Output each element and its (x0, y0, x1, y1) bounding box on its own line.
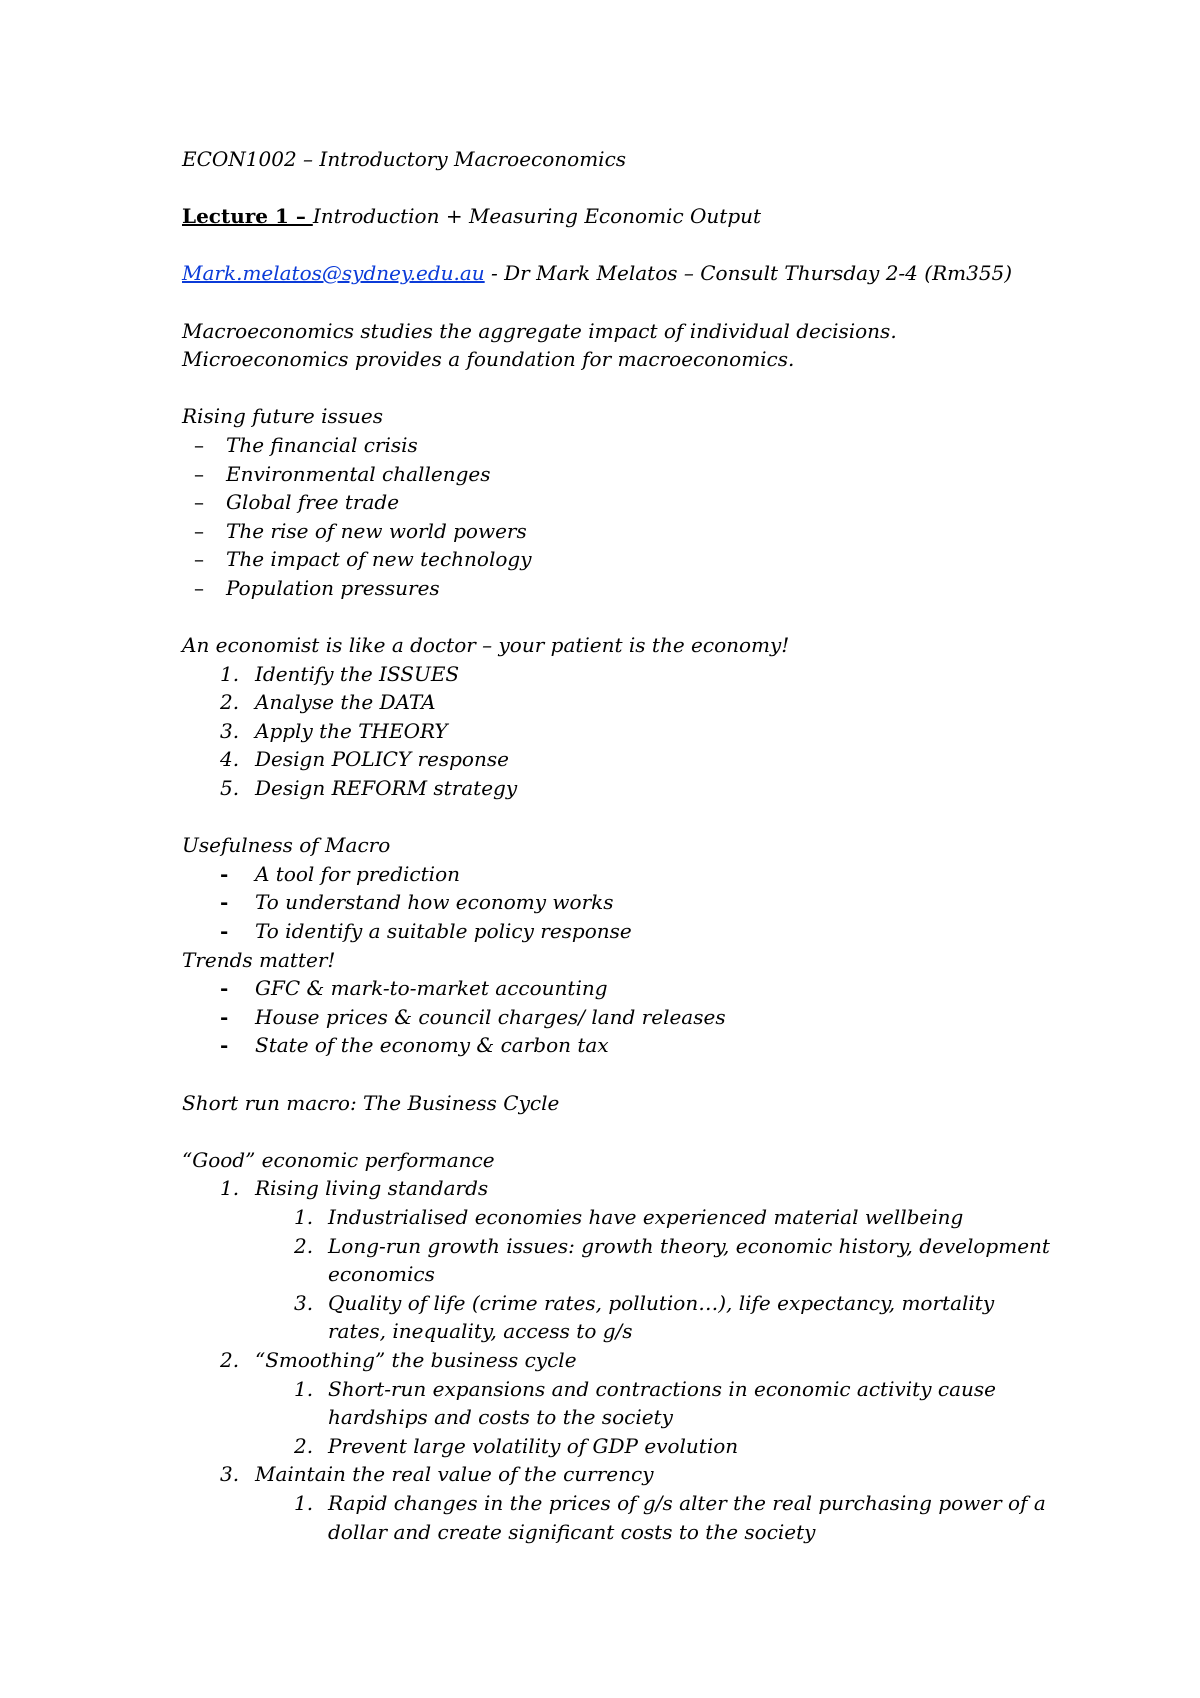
item-text: “Smoothing” the business cycle (255, 1347, 577, 1372)
item-text: Quality of life (crime rates, pollution…), life expectancy, mortality rates, inequality, access to g/s (328, 1290, 995, 1344)
email-link[interactable]: Mark.melatos@sydney.edu.au (182, 261, 485, 286)
contact-details: - Dr Mark Melatos – Consult Thursday 2-4 (Rm355) (484, 261, 1013, 286)
list-item (182, 1232, 1050, 1289)
list-item (182, 1346, 1050, 1375)
list-item: – Population pressures (182, 574, 1050, 603)
usefulness-list (182, 860, 1050, 946)
performance-heading: “Good” economic performance (182, 1147, 495, 1172)
rising-issues-list (182, 431, 1050, 603)
trends-list (182, 974, 1050, 1060)
list-item: – The impact of new technology (182, 545, 1050, 574)
item-number: 4. (220, 747, 240, 772)
list-item (182, 1203, 1050, 1232)
rising-issues-heading: Rising future issues (182, 404, 384, 429)
list-item: - To understand how economy works (182, 888, 1050, 917)
trends-heading: Trends matter! (182, 947, 336, 972)
list-item (182, 774, 1050, 803)
intro-line-1: Macroeconomics studies the aggregate impact of individual decisions. (182, 318, 897, 343)
economist-steps-list (182, 660, 1050, 803)
item-text: Long-run growth issues: growth theory, economic history, development economics (328, 1233, 1050, 1287)
item-number: 2. (220, 690, 240, 715)
lecture-label: Lecture 1 – (182, 204, 313, 229)
usefulness-heading: Usefulness of Macro (182, 833, 391, 858)
item-text: Analyse the DATA (255, 690, 436, 715)
list-item (182, 1289, 1050, 1346)
item-number: 3. (220, 1462, 240, 1487)
list-item: – The financial crisis (182, 431, 1050, 460)
list-item: - State of the economy & carbon tax (182, 1031, 1050, 1060)
list-item (182, 745, 1050, 774)
intro-line-2: Microeconomics provides a foundation for macroeconomics. (182, 347, 795, 372)
contact-line (182, 259, 1050, 288)
performance-list (182, 1174, 1050, 1203)
item-number: 1. (220, 1176, 240, 1201)
item-number: 1. (294, 1376, 314, 1401)
item-text: Rising living standards (255, 1176, 489, 1201)
performance-list-2 (182, 1346, 1050, 1375)
item-number: 2. (294, 1233, 314, 1258)
list-item: - House prices & council charges/ land releases (182, 1003, 1050, 1032)
item-number: 2. (220, 1347, 240, 1372)
list-item (182, 1174, 1050, 1203)
list-item (182, 1489, 1050, 1546)
list-item: – Global free trade (182, 488, 1050, 517)
performance-list-3 (182, 1460, 1050, 1489)
item-text: Design POLICY response (255, 747, 509, 772)
item-text: Maintain the real value of the currency (255, 1462, 654, 1487)
item-text: Apply the THEORY (255, 718, 448, 743)
list-item (182, 660, 1050, 689)
economist-heading: An economist is like a doctor – your patient is the economy! (182, 633, 790, 658)
item-number: 1. (294, 1490, 314, 1515)
list-item: - A tool for prediction (182, 860, 1050, 889)
item-text: Short-run expansions and contractions in economic activity cause hardships and costs to the society (328, 1376, 996, 1430)
list-item: – The rise of new world powers (182, 517, 1050, 546)
short-run-heading: Short run macro: The Business Cycle (182, 1090, 560, 1115)
lecture-topic: Introduction + Measuring Economic Output (312, 204, 762, 229)
item-number: 5. (220, 776, 240, 801)
list-item: - GFC & mark-to-market accounting (182, 974, 1050, 1003)
list-item (182, 1375, 1050, 1432)
item-number: 2. (294, 1433, 314, 1458)
item-text: Industrialised economies have experienced material wellbeing (328, 1204, 964, 1229)
lecture-heading (182, 202, 1050, 231)
course-title: ECON1002 – Introductory Macroeconomics (182, 147, 627, 171)
performance-sublist-3 (182, 1489, 1050, 1546)
list-item: – Environmental challenges (182, 460, 1050, 489)
item-number: 1. (220, 661, 240, 686)
item-text: Identify the ISSUES (255, 661, 460, 686)
list-item: - To identify a suitable policy response (182, 917, 1050, 946)
list-item (182, 1460, 1050, 1489)
item-text: Rapid changes in the prices of g/s alter the real purchasing power of a dollar and create significant costs to the society (328, 1490, 1046, 1544)
performance-sublist-2 (182, 1375, 1050, 1461)
item-text: Prevent large volatility of GDP evolution (328, 1433, 739, 1458)
item-number: 1. (294, 1204, 314, 1229)
list-item (182, 688, 1050, 717)
item-number: 3. (294, 1290, 314, 1315)
item-number: 3. (220, 718, 240, 743)
list-item (182, 717, 1050, 746)
list-item (182, 1432, 1050, 1461)
item-text: Design REFORM strategy (255, 776, 518, 801)
performance-sublist-1 (182, 1203, 1050, 1346)
